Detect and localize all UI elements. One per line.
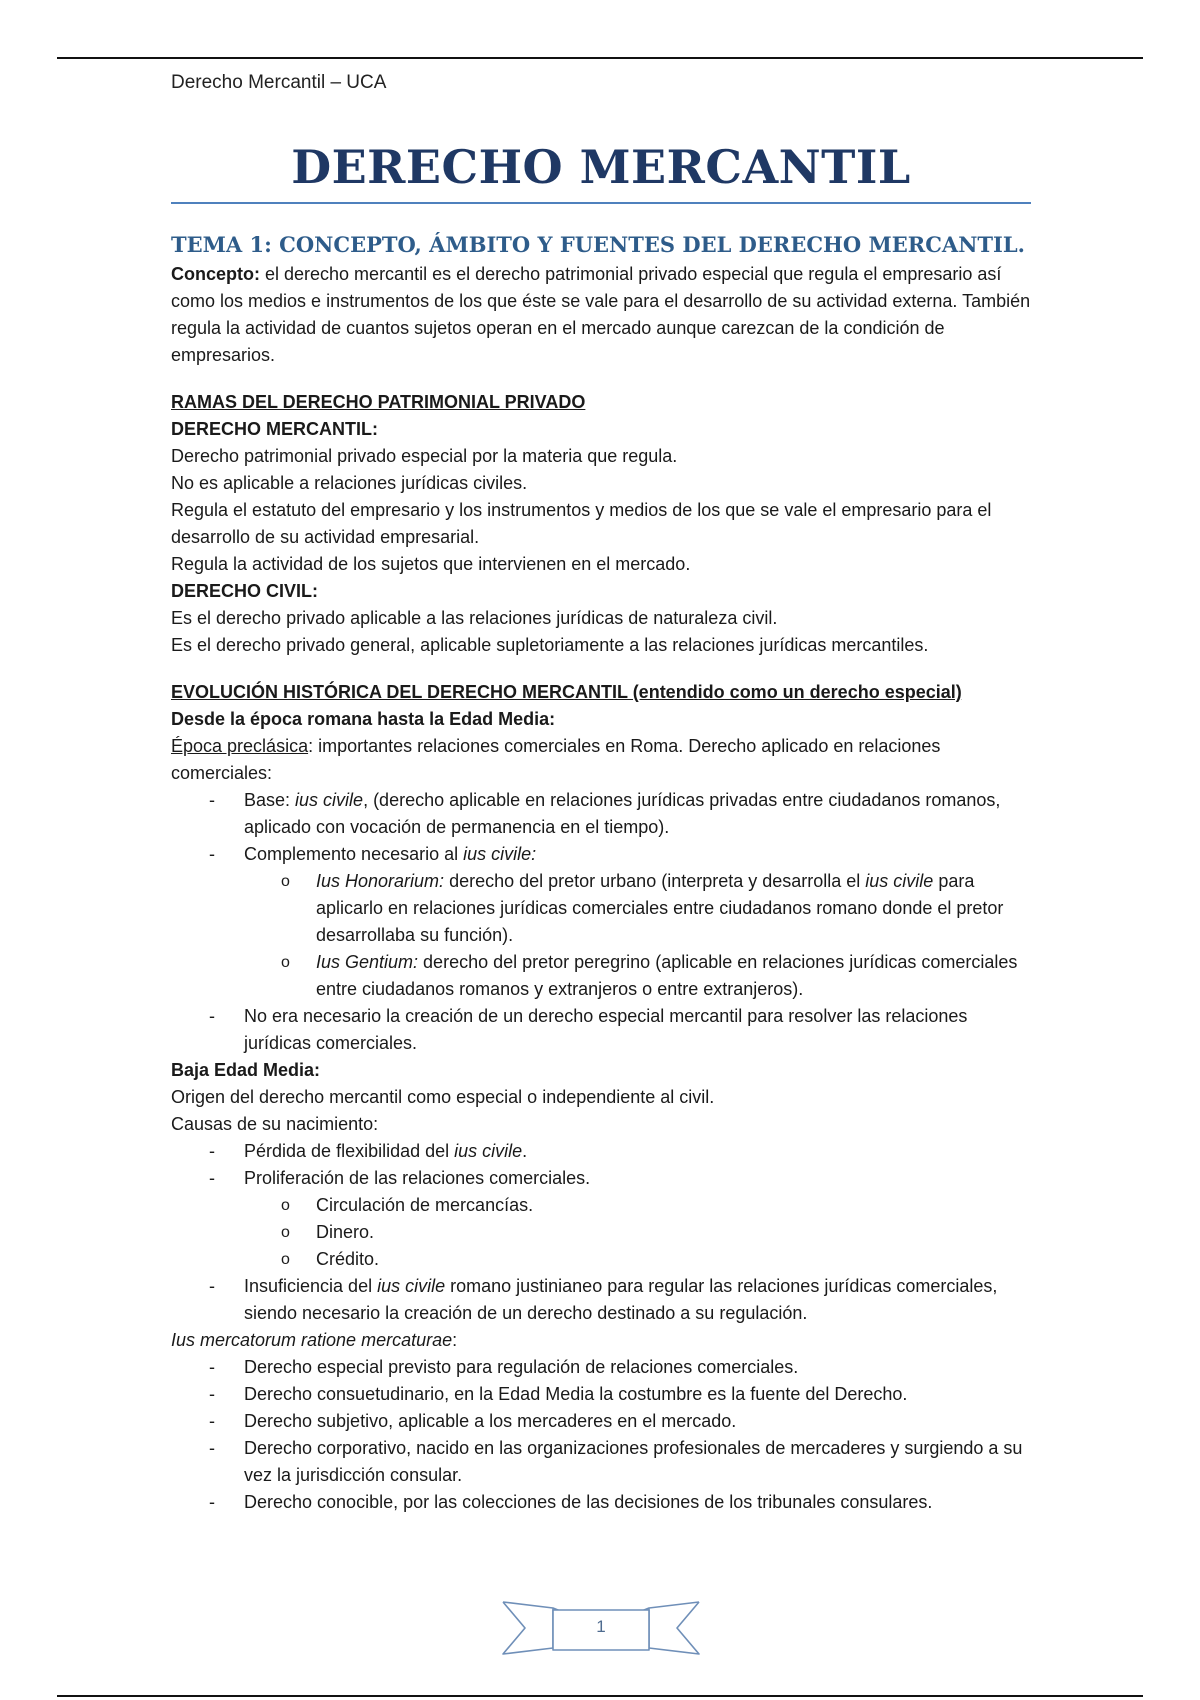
sub-list-item: o Crédito.: [171, 1246, 1031, 1273]
ramas-heading: RAMAS DEL DERECHO PATRIMONIAL PRIVADO: [171, 392, 586, 412]
text-run: Insuficiencia del: [244, 1276, 378, 1296]
text-run: derecho del pretor urbano (interpreta y desarrolla el: [444, 871, 866, 891]
sub-list-item: o Dinero.: [171, 1219, 1031, 1246]
causas-line: Causas de su nacimiento:: [171, 1114, 379, 1134]
document-title: DERECHO MERCANTIL: [171, 140, 1031, 204]
text-run: Base:: [244, 790, 296, 810]
page-number: 1: [596, 1617, 606, 1636]
civil-heading: DERECHO CIVIL:: [171, 581, 319, 601]
list-item: [171, 1138, 1031, 1165]
list-item: [171, 787, 1031, 841]
romana-heading: Desde la época romana hasta la Edad Media:: [171, 709, 556, 729]
preclasica-label: Época preclásica: [171, 736, 309, 756]
sub-list-item: o Circulación de mercancías.: [171, 1192, 1031, 1219]
text-run: para aplicarlo en relaciones jurídicas comerciales entre ciudadanos romano donde el pretor desarrollaba su función).: [316, 871, 1004, 945]
text-run: Ius mercatorum ratione mercaturae: [171, 1330, 453, 1350]
preclasica-paragraph: [171, 733, 1031, 787]
civil-line: Es el derecho privado general, aplicable supletoriamente a las relaciones jurídicas mercantiles.: [171, 635, 929, 655]
tema-heading: TEMA 1: CONCEPTO, ÁMBITO Y FUENTES DEL DERECHO MERCANTIL.: [171, 232, 1025, 257]
mercantil-heading: DERECHO MERCANTIL:: [171, 419, 378, 439]
text-run: ius civile: [865, 871, 934, 891]
list-item: - Derecho consuetudinario, en la Edad Media la costumbre es la fuente del Derecho.: [171, 1381, 1031, 1408]
top-rule: [57, 57, 1143, 59]
text-run: Ius Gentium:: [316, 952, 419, 972]
text-run: Ius Honorarium:: [316, 871, 445, 891]
text-run: Pérdida de flexibilidad del: [244, 1141, 455, 1161]
text-run: .: [522, 1141, 528, 1161]
baja-heading: Baja Edad Media:: [171, 1060, 321, 1080]
text-run: romano justinianeo para regular las relaciones jurídicas comerciales, siendo necesario la creación de un derecho destinado a su regulación.: [244, 1276, 998, 1323]
ius-mercatorum-line: [171, 1327, 1031, 1354]
concepto-text: el derecho mercantil es el derecho patrimonial privado especial que regula el empresario así como los medios e instrumentos de los que éste se vale para el desarrollo de su actividad externa. También regula la actividad de cuantos sujetos operan en el mercado aunque carezcan de la condición de empresarios.: [171, 264, 1031, 365]
list-item: [171, 1273, 1031, 1327]
civil-line: Es el derecho privado aplicable a las relaciones jurídicas de naturaleza civil.: [171, 608, 778, 628]
list-item: - Derecho especial previsto para regulación de relaciones comerciales.: [171, 1354, 1031, 1381]
text-run: :: [452, 1330, 458, 1350]
mercantil-line: Regula el estatuto del empresario y los instrumentos y medios de los que se vale el empresario para el desarrollo de su actividad empresarial.: [171, 500, 992, 547]
text-run: derecho del pretor peregrino (aplicable en relaciones jurídicas comerciales entre ciudadanos romanos y extranjeros o entre extranjeros).: [316, 952, 1018, 999]
sub-list-item: [171, 949, 1031, 1003]
list-item: - Derecho conocible, por las colecciones de las decisiones de los tribunales consulares.: [171, 1489, 1031, 1516]
concepto-label: Concepto:: [171, 264, 260, 284]
bottom-rule: [57, 1695, 1143, 1697]
running-header: Derecho Mercantil – UCA: [171, 72, 387, 93]
text-run: ius civile:: [463, 844, 537, 864]
text-run: ius civile: [377, 1276, 446, 1296]
origen-line: Origen del derecho mercantil como especial o independiente al civil.: [171, 1087, 715, 1107]
concepto-paragraph: [171, 261, 1031, 369]
mercantil-line: Derecho patrimonial privado especial por la materia que regula.: [171, 446, 678, 466]
preclasica-text: : importantes relaciones comerciales en Roma. Derecho aplicado en relaciones comerciales:: [171, 736, 941, 783]
list-item: [171, 841, 1031, 868]
list-item: - Derecho corporativo, nacido en las organizaciones profesionales de mercaderes y surgiendo a su vez la jurisdicción consular.: [171, 1435, 1031, 1489]
list-item: - No era necesario la creación de un derecho especial mercantil para resolver las relaciones jurídicas comerciales.: [171, 1003, 1031, 1057]
list-item: - Proliferación de las relaciones comerciales.: [171, 1165, 1031, 1192]
page-number-ribbon: [497, 1598, 705, 1660]
mercantil-line: Regula la actividad de los sujetos que intervienen en el mercado.: [171, 554, 691, 574]
mercantil-line: No es aplicable a relaciones jurídicas civiles.: [171, 473, 528, 493]
text-run: ius civile: [454, 1141, 523, 1161]
text-run: Complemento necesario al: [244, 844, 464, 864]
document-body: [171, 140, 1031, 1516]
text-run: ius civile: [295, 790, 364, 810]
evolucion-heading: EVOLUCIÓN HISTÓRICA DEL DERECHO MERCANTIL (entendido como un derecho especial): [171, 682, 962, 702]
text-run: , (derecho aplicable en relaciones jurídicas privadas entre ciudadanos romanos, aplicado con vocación de permanencia en el tiempo).: [244, 790, 1001, 837]
sub-list-item: [171, 868, 1031, 949]
list-item: - Derecho subjetivo, aplicable a los mercaderes en el mercado.: [171, 1408, 1031, 1435]
